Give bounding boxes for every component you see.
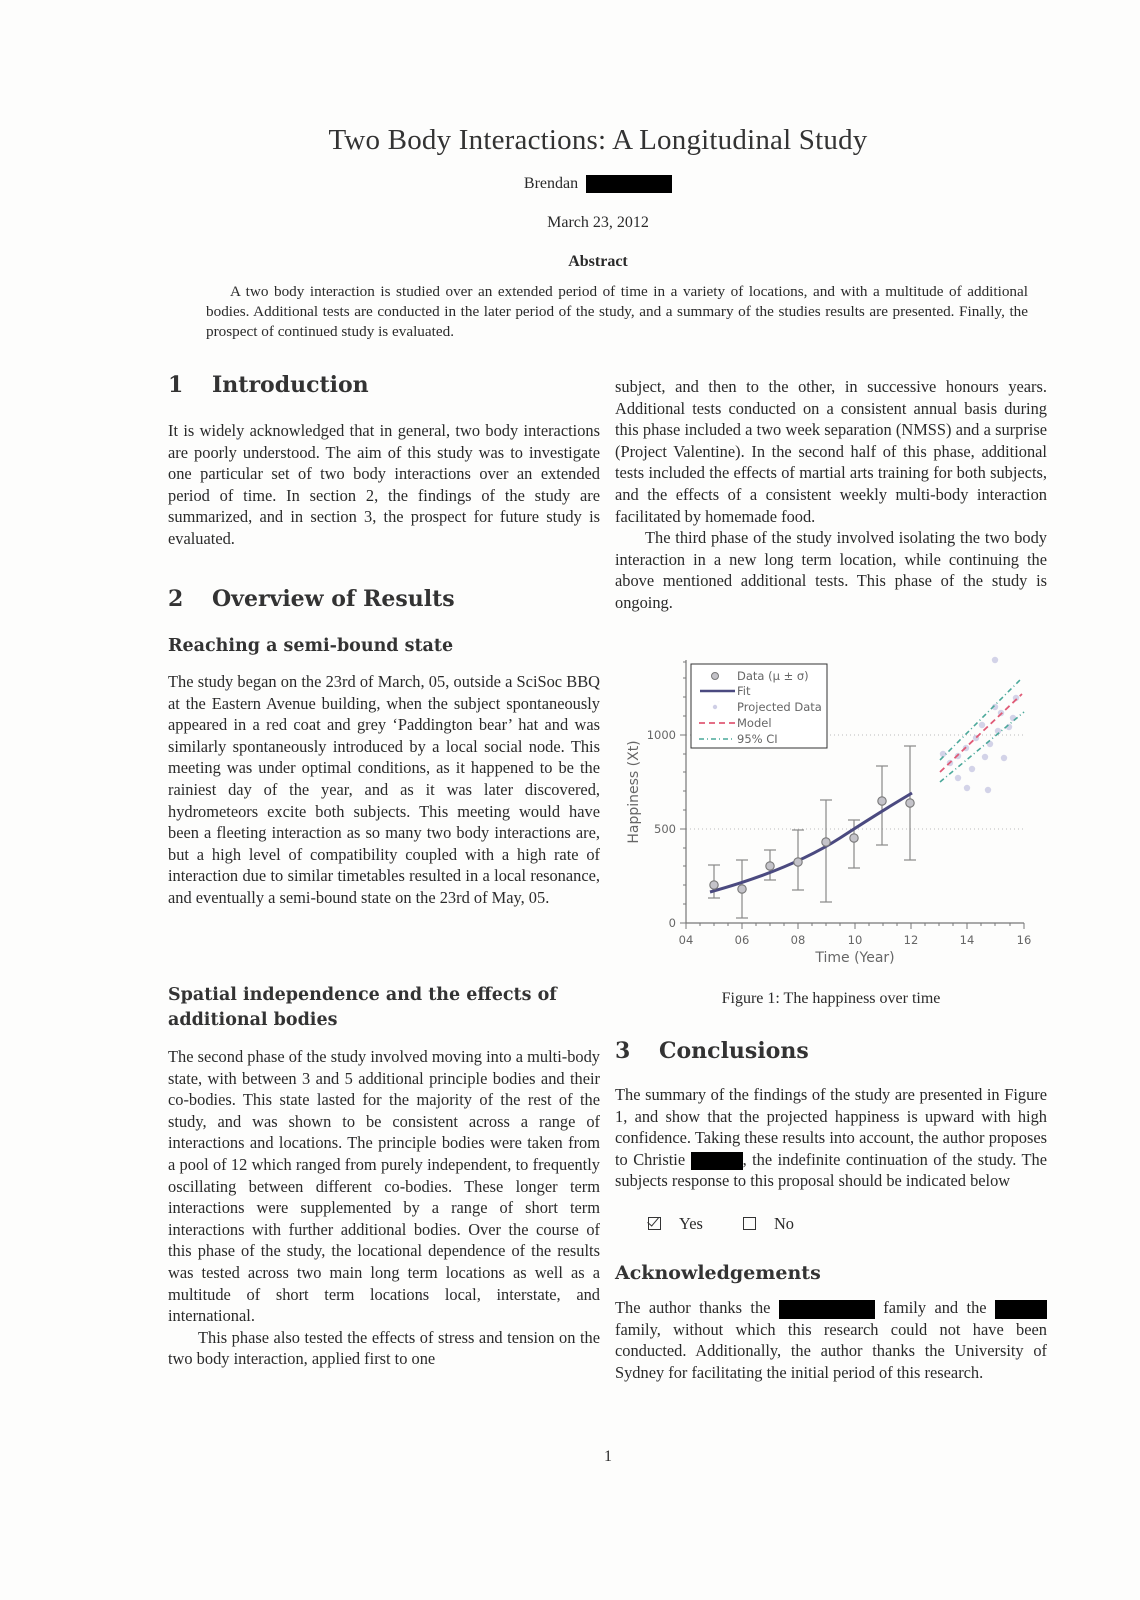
spatial-paragraph-1: The second phase of the study involved moving into a multi-body state, with between 3 and 5 additional principle bodies and their co-bodies. This state lasted for the majority of the rest of the study, and was shown to be consistent across a range of interactions and locations. The principle bodies were taken from a pool of 12 which ranged from purely independent, to frequently oscillating between different co-bodies. These longer term interactions were supplemented by a range of short term interactions with further additional bodies. Over the course of this phase of the study, the locational dependence of the results was tested across two main long term locations as well as a multitude of short term locations local, interstate, and international. — [168, 1047, 600, 1326]
svg-text:12: 12 — [903, 933, 919, 947]
paper-date: March 23, 2012 — [547, 214, 649, 231]
section-heading-results — [168, 586, 455, 612]
section-title: Introduction — [212, 372, 369, 398]
introduction-body — [168, 420, 600, 550]
y-tick-labels — [647, 728, 676, 930]
checkbox-no-label: No — [773, 1214, 795, 1233]
y-axis-label: Happiness (Xt) — [626, 740, 642, 844]
section-heading-introduction — [168, 372, 369, 398]
section-heading-conclusions — [615, 1038, 809, 1064]
chart-legend — [691, 664, 827, 748]
subsection-heading-semi-bound: Reaching a semi-bound state — [168, 636, 454, 656]
section-title: Conclusions — [659, 1038, 809, 1064]
checkbox-yes-label: Yes — [679, 1214, 703, 1233]
happiness-chart — [615, 650, 1045, 970]
checkbox-yes[interactable] — [648, 1214, 721, 1233]
spatial-body — [168, 1046, 600, 1370]
page-number: 1 — [604, 1448, 612, 1465]
checkbox-checked-icon[interactable] — [648, 1217, 661, 1230]
third-phase-paragraph: The third phase of the study involved isolating the two body interaction in a new long term location, while continuing the above mentioned additional tests. This phase of the study is ongoing. — [615, 528, 1047, 612]
redacted-surname — [691, 1152, 743, 1170]
svg-text:06: 06 — [734, 933, 750, 947]
spatial-paragraph-2: This phase also tested the effects of stress and tension on the two body interaction, applied first to one — [168, 1327, 600, 1369]
svg-text:16: 16 — [1016, 933, 1032, 947]
acknowledgements-body — [615, 1297, 1047, 1384]
svg-text:1000: 1000 — [646, 728, 676, 742]
svg-text:500: 500 — [654, 822, 676, 836]
redacted-family-name-1 — [779, 1300, 875, 1319]
redacted-family-name-2 — [995, 1300, 1047, 1319]
x-tick-labels — [679, 933, 1032, 947]
acknowledgements-heading: Acknowledgements — [615, 1262, 821, 1284]
conclusions-paragraph: The summary of the findings of the study are presented in Figure 1, and show that the projected happiness is upward with high confidence. Taking these results into account, the author proposes to Christie , the indefinite continuation of the study. The subjects response to this proposal should be indicated below — [615, 1085, 1047, 1191]
x-ticks — [686, 923, 1024, 929]
acknowledgements-paragraph: The author thanks the family and the family, without which this research could not have been conducted. Additionally, the author thanks the University of Sydney for facilitating the initial period of this research. — [615, 1298, 1047, 1382]
redacted-surname — [586, 175, 672, 193]
author-line — [0, 175, 1140, 193]
legend-ci-label: 95% CI — [737, 732, 778, 746]
legend-model-label: Model — [737, 716, 772, 730]
y-ticks — [680, 662, 686, 923]
section-title: Overview of Results — [212, 586, 455, 612]
svg-text:08: 08 — [790, 933, 806, 947]
conclusions-body — [615, 1084, 1047, 1192]
right-column-continuation — [615, 376, 1047, 614]
section-number: 2 — [168, 586, 184, 612]
section-number: 1 — [168, 372, 184, 398]
semi-bound-body — [168, 671, 600, 909]
continuation-paragraph: subject, and then to the other, in successive honours years. Additional tests conducted on a consistent annual basis during this phase included a two week separation (NMSS) and a surprise (Project Valentine). In the second half of this phase, additional tests included the effects of martial arts training for both subjects, and the effects of a consistent weekly multi-body interaction facilitated by homemade food. — [615, 377, 1047, 526]
svg-text:14: 14 — [959, 933, 975, 947]
semi-bound-paragraph: The study began on the 23rd of March, 05, outside a SciSoc BBQ at the Eastern Avenue building, when the subject spontaneously appeared in a red coat and grey ‘Paddington bear’ hat and was similarly spontaneously introduced by a local social node. This meeting was under optimal conditions, as it happened to be the rainiest day of the year, and as it was later discovered, hydrometeors excite both subjects. This meeting would have been a fleeting interaction as so many two body interactions are, but a high level of compatibility coupled with a high rate of interaction due to similar timetables resulted in a local resonance, and eventually a semi-bound state on the 23rd of May, 05. — [168, 672, 600, 907]
abstract-text: A two body interaction is studied over an extended period of time in a variety of locations, and with a multitude of additional bodies. Additional tests are conducted in the later period of the study, and a summary of the studies results are presented. Finally, the prospect of continued study is evaluated. — [206, 283, 1028, 340]
figure-caption: Figure 1: The happiness over time — [721, 990, 941, 1007]
svg-text:0: 0 — [668, 916, 676, 930]
checkbox-empty-icon[interactable] — [743, 1217, 756, 1230]
section-number: 3 — [615, 1038, 631, 1064]
ci-upper-line — [940, 678, 1022, 760]
abstract-heading: Abstract — [568, 253, 628, 270]
model-line — [940, 694, 1022, 772]
svg-text:10: 10 — [847, 933, 863, 947]
paper-title: Two Body Interactions: A Longitudinal Study — [328, 124, 868, 156]
legend-fit-label: Fit — [737, 684, 751, 698]
author-first-name: Brendan — [523, 175, 579, 192]
legend-data-label: Data (μ ± σ) — [737, 669, 809, 683]
legend-data-marker — [712, 673, 719, 680]
legend-projected-label: Projected Data — [737, 700, 822, 714]
x-axis-label: Time (Year) — [815, 950, 895, 966]
subsection-heading-spatial: Spatial independence and the effects of additional bodies — [168, 985, 557, 1030]
svg-text:04: 04 — [678, 933, 694, 947]
introduction-paragraph: It is widely acknowledged that in general, two body interactions are poorly understood. The aim of this study was to investigate one particular set of two body interactions over an extended period of time. In section 2, the findings of the study are summarized, and in section 3, the prospect for future study is evaluated. — [168, 421, 600, 548]
checkbox-no[interactable] — [743, 1214, 812, 1233]
response-checkboxes — [648, 1214, 830, 1234]
legend-projected-marker — [713, 705, 717, 709]
